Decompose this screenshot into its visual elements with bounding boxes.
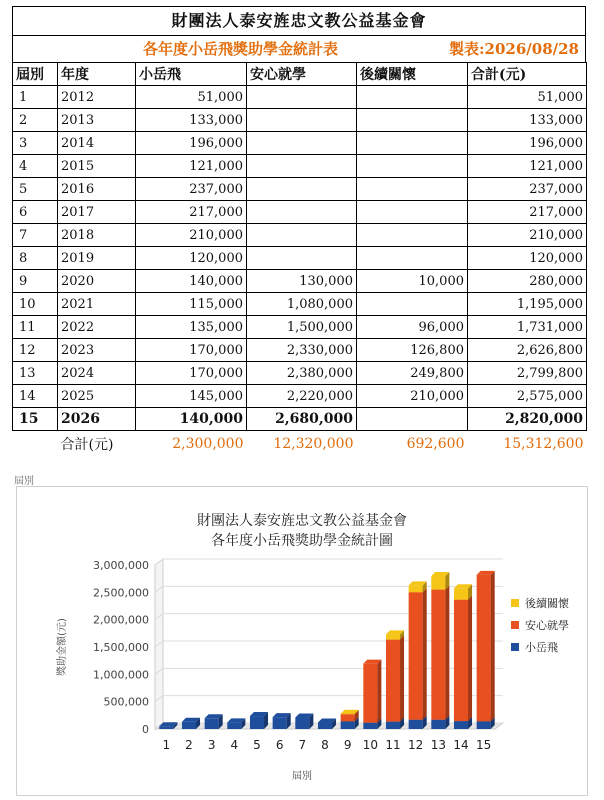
bar-segment-side: [468, 596, 472, 721]
cell-total: 2,626,800: [468, 339, 587, 362]
cell-session: 13: [13, 362, 58, 385]
cell-session: 5: [13, 178, 58, 201]
bar-segment: [386, 634, 400, 639]
table-row: [13, 178, 587, 201]
cell-year: 2012: [58, 86, 136, 109]
bar-segment-side: [400, 636, 404, 722]
bar-segment: [454, 721, 468, 729]
cell-followup: 126,800: [357, 339, 468, 362]
cell-session: 9: [13, 270, 58, 293]
table-header-row: [13, 63, 587, 86]
cell-year: 2025: [58, 385, 136, 408]
cell-xiaoyuefei: 51,000: [136, 86, 247, 109]
cell-year: 2022: [58, 316, 136, 339]
total-label: 合計(元): [60, 437, 114, 453]
bar-segment: [454, 600, 468, 721]
cell-total: 120,000: [468, 247, 587, 270]
cell-followup: [357, 247, 468, 270]
bar-segment: [386, 640, 400, 722]
y-tick-label: 2,500,000: [93, 586, 149, 600]
table-row: [13, 316, 587, 339]
cell-xiaoyuefei: 135,000: [136, 316, 247, 339]
table-row: [13, 362, 587, 385]
bar-segment: [431, 590, 445, 720]
cell-xiaoyuefei: 140,000: [136, 408, 247, 431]
legend-label: 後續關懷: [525, 597, 569, 610]
legend-swatch: [511, 599, 519, 607]
table-row: [13, 293, 587, 316]
total-row: [13, 431, 587, 458]
x-axis-label: 屆別: [292, 771, 312, 782]
bar-segment: [295, 718, 309, 729]
cell-followup: [357, 224, 468, 247]
cell-year: 2019: [58, 247, 136, 270]
bar-segment-side: [491, 571, 495, 722]
cell-anxin: [247, 247, 357, 270]
cell-total: 237,000: [468, 178, 587, 201]
cell-xiaoyuefei: 133,000: [136, 109, 247, 132]
cell-year: 2013: [58, 109, 136, 132]
stacked-bar-chart: [16, 486, 588, 796]
table-row: [13, 247, 587, 270]
cell-xiaoyuefei: 217,000: [136, 201, 247, 224]
chart-svg: [17, 487, 587, 795]
cell-total: 51,000: [468, 86, 587, 109]
bar-segment: [386, 722, 400, 729]
cell-anxin: 2,220,000: [247, 385, 357, 408]
cell-followup: [357, 109, 468, 132]
cell-xiaoyuefei: 120,000: [136, 247, 247, 270]
cell-followup: 10,000: [357, 270, 468, 293]
cell-anxin: [247, 86, 357, 109]
cell-anxin: [247, 132, 357, 155]
bar-segment: [250, 716, 264, 729]
bar-segment: [409, 585, 423, 592]
bar-segment: [454, 588, 468, 599]
cell-session: 14: [13, 385, 58, 408]
total-followup: 692,600: [406, 436, 465, 452]
bar-segment: [341, 714, 355, 721]
table-row: [13, 155, 587, 178]
cell-session: 7: [13, 224, 58, 247]
cell-anxin: [247, 109, 357, 132]
x-tick-label: 7: [298, 738, 307, 752]
cell-session: 3: [13, 132, 58, 155]
cell-year: 2015: [58, 155, 136, 178]
y-tick-label: 1,500,000: [93, 641, 149, 654]
cell-followup: [357, 155, 468, 178]
cell-year: 2014: [58, 132, 136, 155]
cell-followup: 96,000: [357, 316, 468, 339]
cell-anxin: 2,330,000: [247, 339, 357, 362]
bar-segment-side: [423, 588, 427, 719]
bar-segment: [363, 664, 377, 723]
bar-segment: [431, 720, 445, 729]
legend-swatch: [511, 621, 519, 629]
cell-followup: 210,000: [357, 385, 468, 408]
total-anxin: 12,320,000: [273, 436, 354, 452]
table-body: [13, 86, 587, 431]
bar-segment: [227, 722, 241, 729]
y-axis-label: 獎助金額(元): [57, 618, 68, 676]
bar-segment: [341, 714, 355, 715]
x-tick-label: 14: [453, 738, 469, 752]
x-tick-label: 15: [476, 738, 492, 752]
cell-xiaoyuefei: 237,000: [136, 178, 247, 201]
bar-segment: [477, 575, 491, 722]
bar-segment: [363, 723, 377, 729]
x-tick-label: 1: [162, 738, 171, 752]
cell-followup: [357, 408, 468, 431]
cell-session: 6: [13, 201, 58, 224]
x-tick-label: 13: [430, 738, 446, 752]
cell-total: 121,000: [468, 155, 587, 178]
table-row: [13, 270, 587, 293]
cell-anxin: 1,500,000: [247, 316, 357, 339]
cell-anxin: 1,080,000: [247, 293, 357, 316]
legend-label: 小岳飛: [525, 641, 558, 654]
cell-xiaoyuefei: 170,000: [136, 362, 247, 385]
table-row: [13, 132, 587, 155]
cell-xiaoyuefei: 170,000: [136, 339, 247, 362]
table-subtitle-bar: [12, 35, 586, 62]
cell-followup: 249,800: [357, 362, 468, 385]
x-tick-label: 6: [275, 738, 284, 752]
cell-anxin: [247, 201, 357, 224]
cell-xiaoyuefei: 115,000: [136, 293, 247, 316]
cell-session: 12: [13, 339, 58, 362]
cell-year: 2020: [58, 270, 136, 293]
total-blank: [13, 431, 58, 458]
y-tick-label: 2,000,000: [93, 613, 149, 627]
cell-xiaoyuefei: 145,000: [136, 385, 247, 408]
table-row: [13, 201, 587, 224]
bar-segment: [159, 726, 173, 729]
statistics-document: [12, 6, 586, 457]
cell-session: 2: [13, 109, 58, 132]
bar-segment: [477, 721, 491, 729]
x-tick-label: 10: [362, 738, 378, 752]
table-row: [13, 339, 587, 362]
x-tick-label: 5: [253, 738, 261, 752]
cell-total: 196,000: [468, 132, 587, 155]
table-row: [13, 224, 587, 247]
y-tick-label: 500,000: [103, 695, 149, 709]
table-row: [13, 408, 587, 431]
y-tick-label: 0: [142, 723, 149, 736]
bar-segment: [273, 717, 287, 729]
table-row: [13, 109, 587, 132]
bar-segment-side: [445, 586, 449, 720]
x-tick-label: 2: [185, 738, 193, 752]
cell-total: 280,000: [468, 270, 587, 293]
cell-followup: [357, 86, 468, 109]
cell-year: 2021: [58, 293, 136, 316]
bar-segment: [431, 576, 445, 590]
column-header: 小岳飛: [136, 63, 247, 86]
chart-subtitle: 各年度小岳飛獎助學金統計圖: [211, 533, 393, 549]
column-header: 後續關懷: [357, 63, 468, 86]
bar-segment-side: [377, 660, 381, 723]
cell-session: 15: [13, 408, 58, 431]
cell-total: 2,575,000: [468, 385, 587, 408]
cell-followup: [357, 178, 468, 201]
cell-total: 133,000: [468, 109, 587, 132]
x-tick-label: 9: [343, 738, 352, 752]
table-row: [13, 385, 587, 408]
made-date: 製表:2026/08/28: [449, 40, 579, 58]
x-tick-label: 11: [385, 738, 401, 752]
cell-year: 2017: [58, 201, 136, 224]
total-grand: 15,312,600: [503, 436, 584, 452]
legend-label: 安心就學: [525, 619, 569, 632]
cell-xiaoyuefei: 210,000: [136, 224, 247, 247]
cell-year: 2026: [58, 408, 136, 431]
cell-xiaoyuefei: 121,000: [136, 155, 247, 178]
cell-followup: [357, 201, 468, 224]
cell-xiaoyuefei: 196,000: [136, 132, 247, 155]
cell-session: 10: [13, 293, 58, 316]
bar-segment: [205, 718, 219, 729]
cell-anxin: [247, 155, 357, 178]
column-header: 屆別: [13, 63, 58, 86]
cell-total: 1,195,000: [468, 293, 587, 316]
column-header: 年度: [58, 63, 136, 86]
cell-session: 4: [13, 155, 58, 178]
table-row: [13, 86, 587, 109]
cell-xiaoyuefei: 140,000: [136, 270, 247, 293]
cell-session: 11: [13, 316, 58, 339]
cell-followup: [357, 132, 468, 155]
cell-total: 2,799,800: [468, 362, 587, 385]
legend-swatch: [511, 643, 519, 651]
cell-year: 2024: [58, 362, 136, 385]
cell-anxin: [247, 178, 357, 201]
cell-total: 217,000: [468, 201, 587, 224]
cell-session: 8: [13, 247, 58, 270]
x-tick-label: 12: [408, 738, 424, 752]
cell-anxin: 2,380,000: [247, 362, 357, 385]
bar-segment: [409, 592, 423, 719]
y-tick-label: 3,000,000: [93, 559, 149, 572]
bar-segment: [182, 722, 196, 729]
cell-anxin: 130,000: [247, 270, 357, 293]
cell-year: 2023: [58, 339, 136, 362]
chart-caption: 屆別: [14, 476, 34, 487]
x-tick-label: 4: [230, 738, 239, 752]
cell-total: 1,731,000: [468, 316, 587, 339]
scholarship-table: [12, 62, 587, 457]
cell-anxin: [247, 224, 357, 247]
cell-followup: [357, 293, 468, 316]
x-tick-label: 8: [321, 738, 329, 752]
cell-year: 2018: [58, 224, 136, 247]
bar-segment: [409, 720, 423, 729]
chart-title: 財團法人泰安旌忠文教公益基金會: [197, 513, 407, 529]
table-subtitle: 各年度小岳飛獎助學金統計表: [143, 40, 339, 58]
bar-segment: [341, 721, 355, 729]
column-header: 安心就學: [247, 63, 357, 86]
bar-segment: [318, 722, 332, 729]
cell-total: 2,820,000: [468, 408, 587, 431]
cell-year: 2016: [58, 178, 136, 201]
cell-total: 210,000: [468, 224, 587, 247]
x-tick-label: 3: [207, 738, 216, 752]
cell-session: 1: [13, 86, 58, 109]
column-header: 合計(元): [468, 63, 587, 86]
total-xiaoyuefei: 2,300,000: [172, 436, 244, 452]
cell-anxin: 2,680,000: [247, 408, 357, 431]
y-tick-label: 1,000,000: [93, 668, 149, 682]
foundation-title: 財團法人泰安旌忠文教公益基金會: [12, 6, 586, 35]
